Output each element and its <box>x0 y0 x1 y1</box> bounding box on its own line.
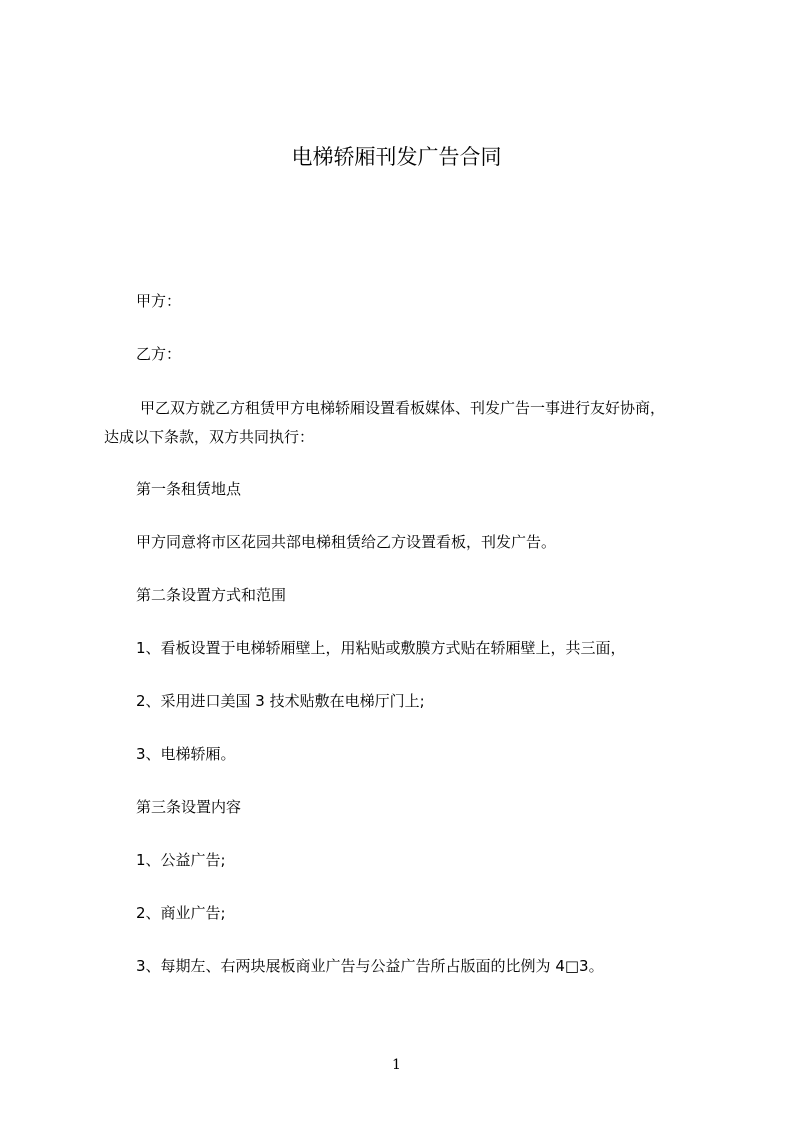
intro-paragraph-line-2: 达成以下条款，双方共同执行： <box>104 428 315 446</box>
page-number: 1 <box>392 1057 401 1073</box>
article-2-item-2: 2、采用进口美国 3 技术贴敷在电梯厅门上; <box>136 692 425 710</box>
intro-paragraph-line-1: 甲乙双方就乙方租赁甲方电梯轿厢设置看板媒体、刊发广告一事进行友好协商， <box>140 399 666 417</box>
party-b-label: 乙方： <box>136 345 182 363</box>
article-2-item-3: 3、电梯轿厢。 <box>136 745 236 763</box>
article-3-item-2: 2、商业广告; <box>136 904 226 922</box>
article-1-heading: 第一条租赁地点 <box>136 480 242 498</box>
article-3-item-1: 1、公益广告; <box>136 851 226 869</box>
article-1-text: 甲方同意将市区花园共部电梯租赁给乙方设置看板，刊发广告。 <box>136 533 557 551</box>
document-title: 电梯轿厢刊发广告合同 <box>291 145 502 169</box>
article-2-heading: 第二条设置方式和范围 <box>136 586 287 604</box>
article-3-heading: 第三条设置内容 <box>136 798 242 816</box>
party-a-label: 甲方： <box>136 292 182 310</box>
article-3-item-3: 3、每期左、右两块展板商业广告与公益广告所占版面的比例为 4□3。 <box>136 957 604 975</box>
article-2-item-1: 1、看板设置于电梯轿厢壁上，用粘贴或敷膜方式贴在轿厢壁上，共三面， <box>136 639 626 657</box>
